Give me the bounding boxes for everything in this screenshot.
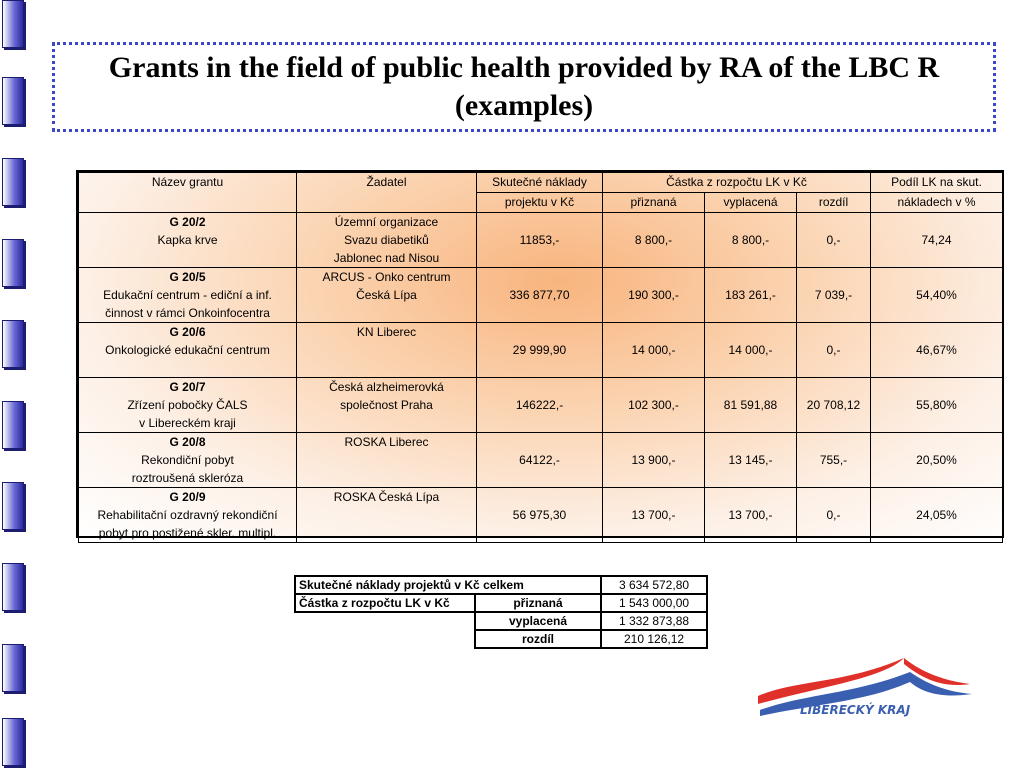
summary-budget-label: Částka z rozpočtu LK v Kč: [295, 594, 475, 612]
cell-share: 74,24: [871, 213, 1003, 268]
cell-paid: 8 800,-: [705, 213, 797, 268]
cell-share: 20,50%: [871, 433, 1003, 488]
cell-share: 54,40%: [871, 268, 1003, 323]
applicant-line: ARCUS - Onko centrum: [322, 270, 451, 284]
grant-code: G 20/8: [169, 435, 206, 449]
summary-difference-value: 210 126,12: [601, 630, 707, 648]
grant-name-line: v Libereckém kraji: [139, 416, 236, 430]
summary-total-value: 3 634 572,80: [601, 576, 707, 594]
liberecky-kraj-logo: [754, 650, 974, 722]
summary-approved-label: přiznaná: [475, 594, 601, 612]
grant-name-line: Rekondiční pobyt: [141, 453, 234, 467]
grant-code: G 20/2: [169, 215, 206, 229]
summary-paid-label: vyplacená: [475, 612, 601, 630]
grant-code: G 20/7: [169, 380, 206, 394]
table-row: [79, 268, 1003, 323]
cell-grant-name: [79, 433, 297, 488]
cell-paid: 81 591,88: [705, 378, 797, 433]
title-box: [52, 42, 996, 132]
strip-block: [2, 320, 24, 368]
strip-block: [2, 718, 24, 766]
cell-approved: 14 000,-: [603, 323, 705, 378]
cell-applicant: [297, 323, 477, 378]
summary-row-difference: [295, 630, 707, 648]
table-row: [79, 433, 1003, 488]
summary-row-total: [295, 576, 707, 594]
cell-actual-costs: 336 877,70: [477, 268, 603, 323]
grant-name-line: Kapka krve: [157, 233, 218, 247]
grant-name-line: Zřízení pobočky ČALS: [127, 398, 248, 412]
header-difference: rozdíl: [797, 193, 871, 213]
summary-total-label: Skutečné náklady projektů v Kč celkem: [295, 576, 601, 594]
page-title: Grants in the field of public health provided by RA of the LBC R (examples): [108, 51, 940, 122]
table-row: [79, 323, 1003, 378]
logo-text: LIBERECKÝ KRAJ: [800, 703, 911, 717]
logo-icon: [754, 650, 974, 722]
applicant-line: ROSKA Liberec: [344, 435, 429, 449]
grant-name-line: Edukační centrum - ediční a inf.: [103, 288, 272, 302]
grant-code: G 20/5: [169, 270, 206, 284]
summary-difference-label: rozdíl: [475, 630, 601, 648]
cell-difference: 20 708,12: [797, 378, 871, 433]
cell-paid: 13 700,-: [705, 488, 797, 543]
summary-approved-value: 1 543 000,00: [601, 594, 707, 612]
strip-block: [2, 644, 24, 692]
cell-share: 55,80%: [871, 378, 1003, 433]
cell-difference: 7 039,-: [797, 268, 871, 323]
grant-name-line: pobyt pro postižené skler. multipl.: [98, 526, 277, 540]
header-paid: vyplacená: [705, 193, 797, 213]
grant-name-line: činnost v rámci Onkoinfocentra: [105, 306, 270, 320]
cell-applicant: [297, 433, 477, 488]
header-approved: přiznaná: [603, 193, 705, 213]
strip-block: [2, 482, 24, 530]
applicant-line: ROSKA Česká Lípa: [333, 490, 440, 504]
applicant-line: Územní organizace: [334, 215, 439, 229]
grant-code: G 20/6: [169, 325, 206, 339]
cell-share: 46,67%: [871, 323, 1003, 378]
applicant-line: Česká Lípa: [356, 288, 417, 302]
applicant-line: Jablonec nad Nisou: [333, 251, 440, 265]
strip-block: [2, 158, 24, 206]
cell-actual-costs: 64122,-: [477, 433, 603, 488]
cell-difference: 0,-: [797, 323, 871, 378]
strip-block: [2, 0, 24, 48]
summary-row-approved: [295, 594, 707, 612]
header-row: [79, 173, 1003, 193]
header-share-sub: nákladech v %: [871, 193, 1003, 213]
cell-grant-name: [79, 213, 297, 268]
cell-approved: 13 900,-: [603, 433, 705, 488]
table-row: [79, 488, 1003, 543]
strip-block: [2, 77, 24, 125]
cell-approved: 8 800,-: [603, 213, 705, 268]
summary-table: [294, 575, 708, 649]
cell-applicant: [297, 488, 477, 543]
cell-share: 24,05%: [871, 488, 1003, 543]
strip-block: [2, 401, 24, 449]
grants-table-container: [76, 170, 1004, 538]
cell-actual-costs: 56 975,30: [477, 488, 603, 543]
cell-applicant: [297, 378, 477, 433]
decorative-left-strip: [0, 0, 30, 768]
cell-applicant: [297, 268, 477, 323]
header-grant-name: Název grantu: [79, 173, 297, 213]
grant-name-line: Onkologické edukační centrum: [105, 343, 270, 357]
cell-actual-costs: 11853,-: [477, 213, 603, 268]
header-share: Podíl LK na skut.: [871, 173, 1003, 193]
cell-paid: 13 145,-: [705, 433, 797, 488]
cell-grant-name: [79, 378, 297, 433]
cell-approved: 102 300,-: [603, 378, 705, 433]
table-row: [79, 378, 1003, 433]
cell-paid: 183 261,-: [705, 268, 797, 323]
header-actual-costs: Skutečné náklady: [477, 173, 603, 193]
table-row: [79, 213, 1003, 268]
cell-applicant: [297, 213, 477, 268]
strip-block: [2, 563, 24, 611]
summary-paid-value: 1 332 873,88: [601, 612, 707, 630]
cell-approved: 190 300,-: [603, 268, 705, 323]
header-actual-costs-sub: projektu v Kč: [477, 193, 603, 213]
cell-difference: 0,-: [797, 488, 871, 543]
grants-table: [78, 172, 1003, 543]
applicant-line: společnost Praha: [340, 398, 433, 412]
applicant-line: Česká alzheimerovká: [329, 380, 444, 394]
header-budget-amount: Částka z rozpočtu LK v Kč: [603, 173, 871, 193]
strip-block: [2, 239, 24, 287]
applicant-line: KN Liberec: [356, 325, 417, 339]
cell-approved: 13 700,-: [603, 488, 705, 543]
summary-row-paid: [295, 612, 707, 630]
grant-code: G 20/9: [169, 490, 206, 504]
cell-paid: 14 000,-: [705, 323, 797, 378]
cell-difference: 0,-: [797, 213, 871, 268]
header-applicant: Žadatel: [297, 173, 477, 213]
cell-actual-costs: 29 999,90: [477, 323, 603, 378]
cell-grant-name: [79, 268, 297, 323]
cell-grant-name: [79, 488, 297, 543]
cell-difference: 755,-: [797, 433, 871, 488]
cell-actual-costs: 146222,-: [477, 378, 603, 433]
applicant-line: Svazu diabetiků: [344, 233, 429, 247]
cell-grant-name: [79, 323, 297, 378]
grant-name-line: Rehabilitační ozdravný rekondiční: [97, 508, 278, 522]
grant-name-line: roztroušená skleróza: [131, 471, 244, 485]
